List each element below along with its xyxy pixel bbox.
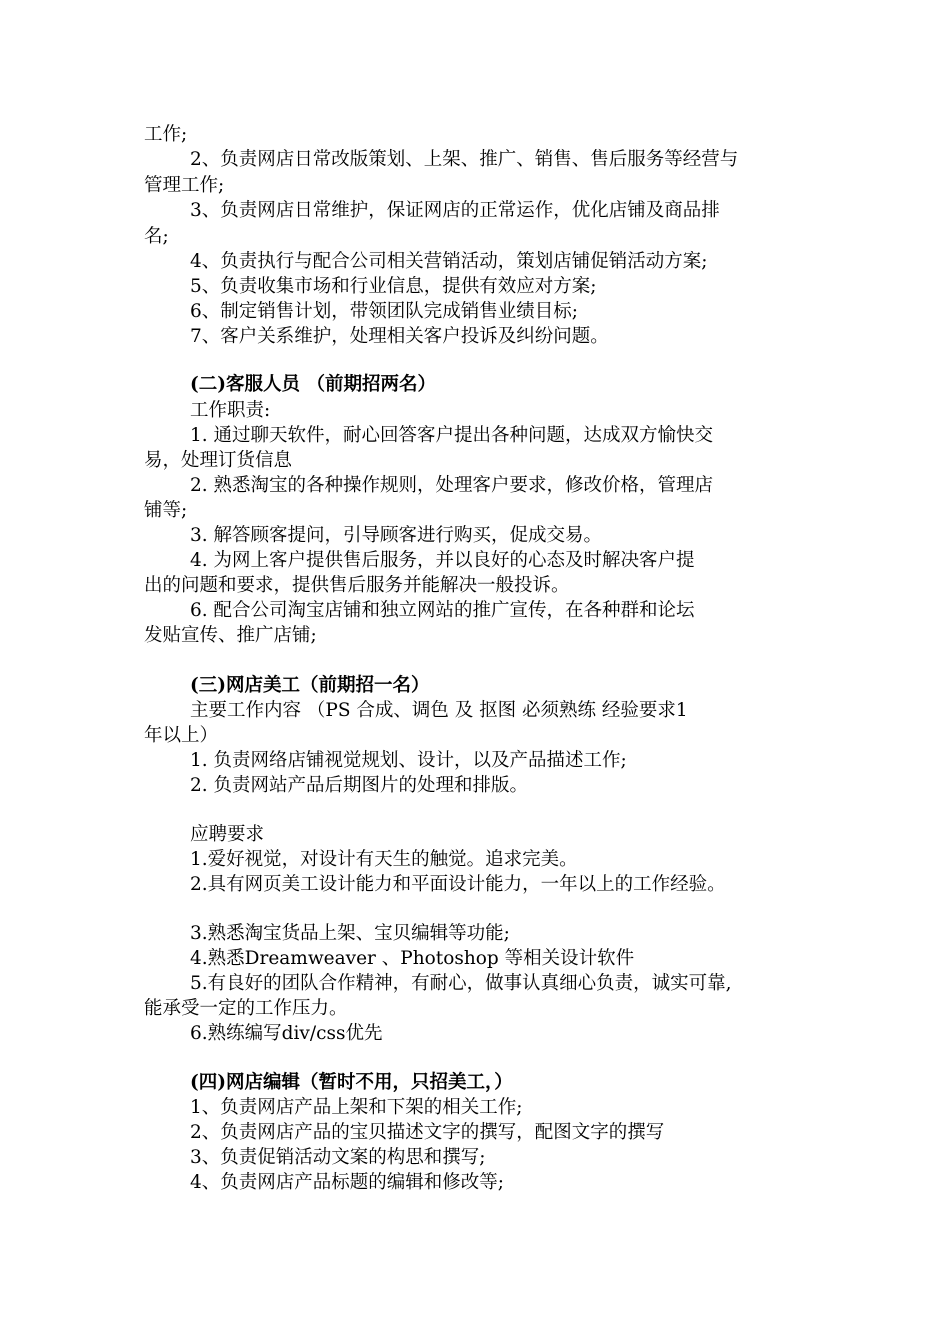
section-heading: (三)网店美工（前期招一名） xyxy=(190,675,430,696)
section-heading: (二)客服人员 （前期招两名） xyxy=(190,374,436,395)
text-line: 7、客户关系维护，处理相关客户投诉及纠纷问题。 xyxy=(190,326,609,347)
text-line: 4、负责执行与配合公司相关营销活动，策划店铺促销活动方案; xyxy=(190,251,708,272)
text-line: 出的问题和要求，提供售后服务并能解决一般投诉。 xyxy=(144,575,570,596)
text-line: 1、负责网店产品上架和下架的相关工作; xyxy=(190,1097,523,1118)
text-line: 4、负责网店产品标题的编辑和修改等; xyxy=(190,1172,505,1193)
text-line: 6、制定销售计划，带领团队完成销售业绩目标; xyxy=(190,301,579,322)
section-heading: (四)网店编辑（暂时不用，只招美工，） xyxy=(190,1072,513,1093)
text-line: 能承受一定的工作压力。 xyxy=(144,998,348,1019)
text-line: 2、负责网店产品的宝贝描述文字的撰写，配图文字的撰写 xyxy=(190,1122,665,1143)
text-line: 4.熟悉Dreamweaver 、Photoshop 等相关设计软件 xyxy=(190,948,635,969)
text-line: 铺等; xyxy=(144,500,188,521)
text-line: 2.具有网页美工设计能力和平面设计能力，一年以上的工作经验。 xyxy=(190,874,726,895)
text-line: 管理工作; xyxy=(144,175,225,196)
text-line: 应聘要求 xyxy=(190,824,265,845)
text-line: 1.爱好视觉，对设计有天生的触觉。追求完美。 xyxy=(190,849,578,870)
text-line: 5.有良好的团队合作精神，有耐心，做事认真细心负责，诚实可靠, xyxy=(190,973,732,994)
text-line: 发贴宣传、推广店铺; xyxy=(144,625,317,646)
text-line: 4. 为网上客户提供售后服务，并以良好的心态及时解决客户提 xyxy=(190,550,695,571)
text-line: 2、负责网店日常改版策划、上架、推广、销售、售后服务等经营与 xyxy=(190,149,739,170)
text-line: 2. 负责网站产品后期图片的处理和排版。 xyxy=(190,775,529,796)
text-line: 3、负责网店日常维护，保证网店的正常运作，优化店铺及商品排 xyxy=(190,200,720,221)
text-line: 6.熟练编写div/css优先 xyxy=(190,1023,383,1044)
text-line: 易，处理订货信息 xyxy=(144,450,293,471)
text-line: 6. 配合公司淘宝店铺和独立网站的推广宣传，在各种群和论坛 xyxy=(190,600,695,621)
text-line: 5、负责收集市场和行业信息，提供有效应对方案; xyxy=(190,276,597,297)
text-line: 3.熟悉淘宝货品上架、宝贝编辑等功能; xyxy=(190,923,510,944)
text-line: 名; xyxy=(144,226,169,247)
text-line: 3. 解答顾客提问，引导顾客进行购买，促成交易。 xyxy=(190,525,603,546)
text-line: 1. 通过聊天软件，耐心回答客户提出各种问题，达成双方愉快交 xyxy=(190,425,714,446)
text-line: 工作; xyxy=(144,124,188,145)
text-line: 年以上） xyxy=(144,725,219,746)
text-line: 3、负责促销活动文案的构思和撰写; xyxy=(190,1147,486,1168)
text-line: 工作职责: xyxy=(190,400,271,421)
text-line: 1. 负责网络店铺视觉规划、设计，以及产品描述工作; xyxy=(190,750,627,771)
text-line: 主要工作内容 （PS 合成、调色 及 抠图 必须熟练 经验要求1 xyxy=(190,700,688,721)
text-line: 2. 熟悉淘宝的各种操作规则，处理客户要求，修改价格，管理店 xyxy=(190,475,714,496)
